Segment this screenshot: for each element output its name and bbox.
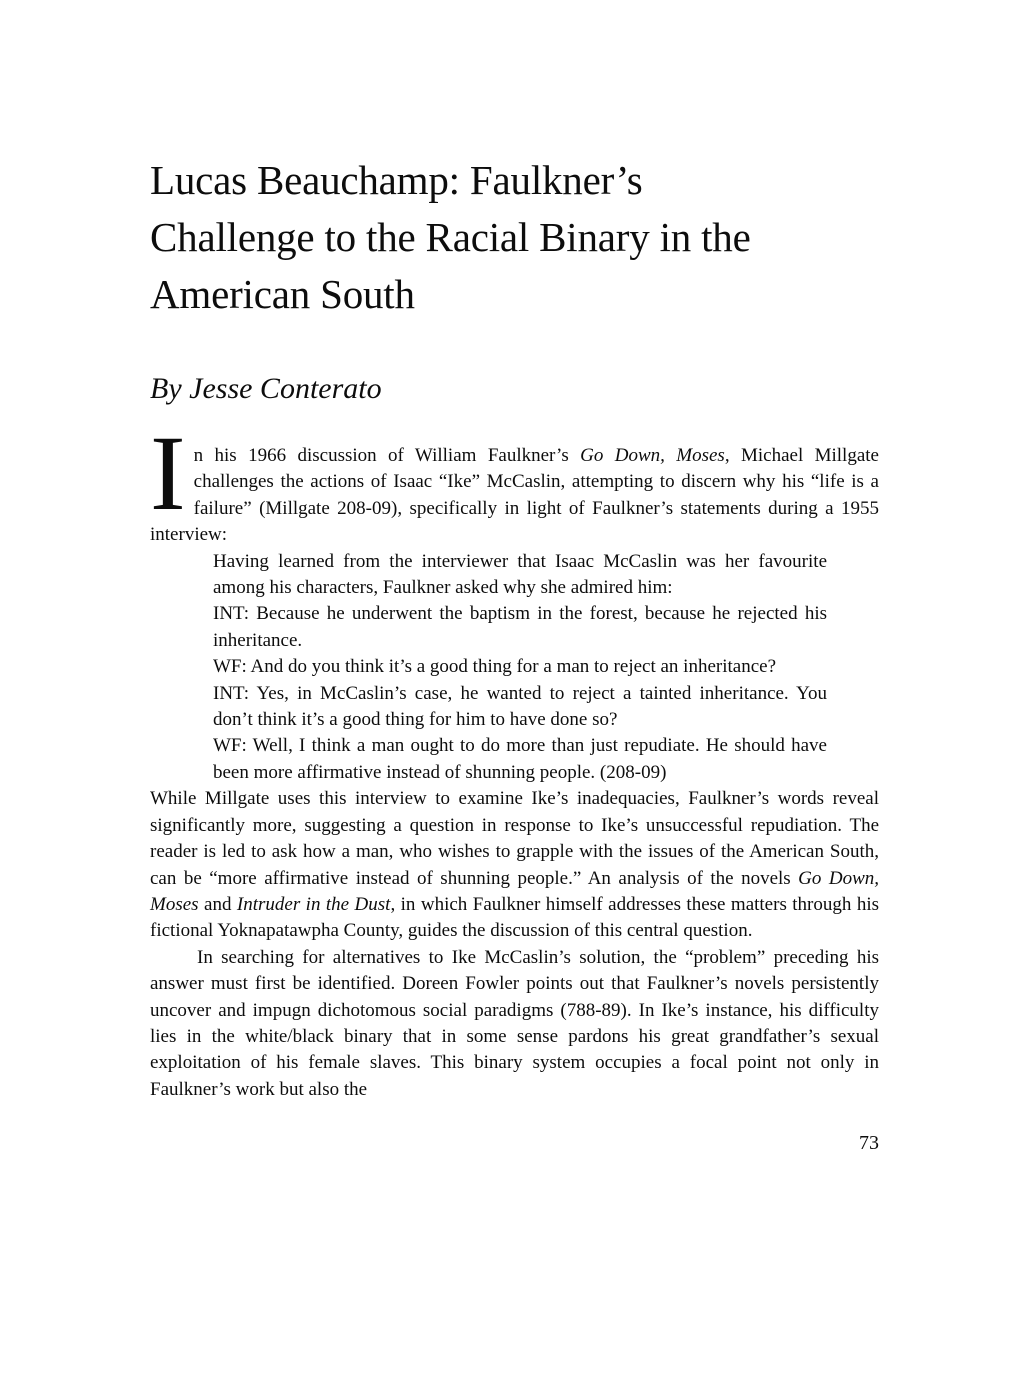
quote-paragraph: WF: And do you think it’s a good thing for a man to reject an inheritance? [213, 656, 777, 678]
drop-cap: I [150, 415, 186, 533]
paragraph: In searching for alternatives to Ike McCaslin’s solution, the “problem” preceding his answer must first be identified. Doreen Fowler points out that Faulkner’s novels persistently uncover and impugn dichotomous social paradigms (788-89). In Ike’s instance, his difficulty lies in the white/black binary that in some sense pardons his great grandfather’s sexual exploitation of his female slaves. This binary system occupies a focal point not only in Faulkner’s work but also the [150, 946, 879, 1100]
page-number: 73 [859, 1132, 879, 1155]
quote-paragraph: INT: Because he underwent the baptism in the forest, because he rejected his inheritance. [213, 603, 827, 651]
quote-paragraph: INT: Yes, in McCaslin’s case, he wanted to reject a tainted inheritance. You don’t think it’s a good thing for him to have done so? [213, 682, 827, 731]
article-body [150, 415, 880, 1103]
quote-paragraph: WF: Well, I think a man ought to do more than just repudiate. He should have been more affirmative instead of shunning people. (208-09) [213, 735, 827, 783]
article-title-line: American South [150, 271, 415, 317]
article-title-line: Lucas Beauchamp: Faulkner’s [150, 157, 643, 203]
article-byline: By Jesse Conterato [150, 372, 382, 405]
interview-blockquote [213, 549, 827, 787]
page-content [150, 152, 879, 1155]
paragraph-intro [150, 415, 879, 549]
paragraph-intro-text: n his 1966 discussion of William Faulkner’s Go Down, Moses, Michael Millgate challenges the actions of Isaac “Ike” McCaslin, attempting to discern why his “life is a failure” (Millgate 208-09), specifically in light of Faulkner’s statements during a 1955 interview: [150, 445, 879, 546]
article-title-line: Challenge to the Racial Binary in the [150, 214, 751, 260]
paragraph: While Millgate uses this interview to examine Ike’s inadequacies, Faulkner’s words reveal significantly more, suggesting a question in response to Ike’s unsuccessful repudiation. The reader is led to ask how a man, who wishes to grapple with the issues of the American South, can be “more affirmative instead of shunning people.” An analysis of the novels Go Down, Moses and Intruder in the Dust, in which Faulkner himself addresses these matters through his fictional Yoknapatawpha County, guides the discussion of this central question. [150, 788, 880, 942]
quote-paragraph: Having learned from the interviewer that Isaac McCaslin was her favourite among his characters, Faulkner asked why she admired him: [213, 550, 827, 599]
article-title [150, 152, 879, 323]
